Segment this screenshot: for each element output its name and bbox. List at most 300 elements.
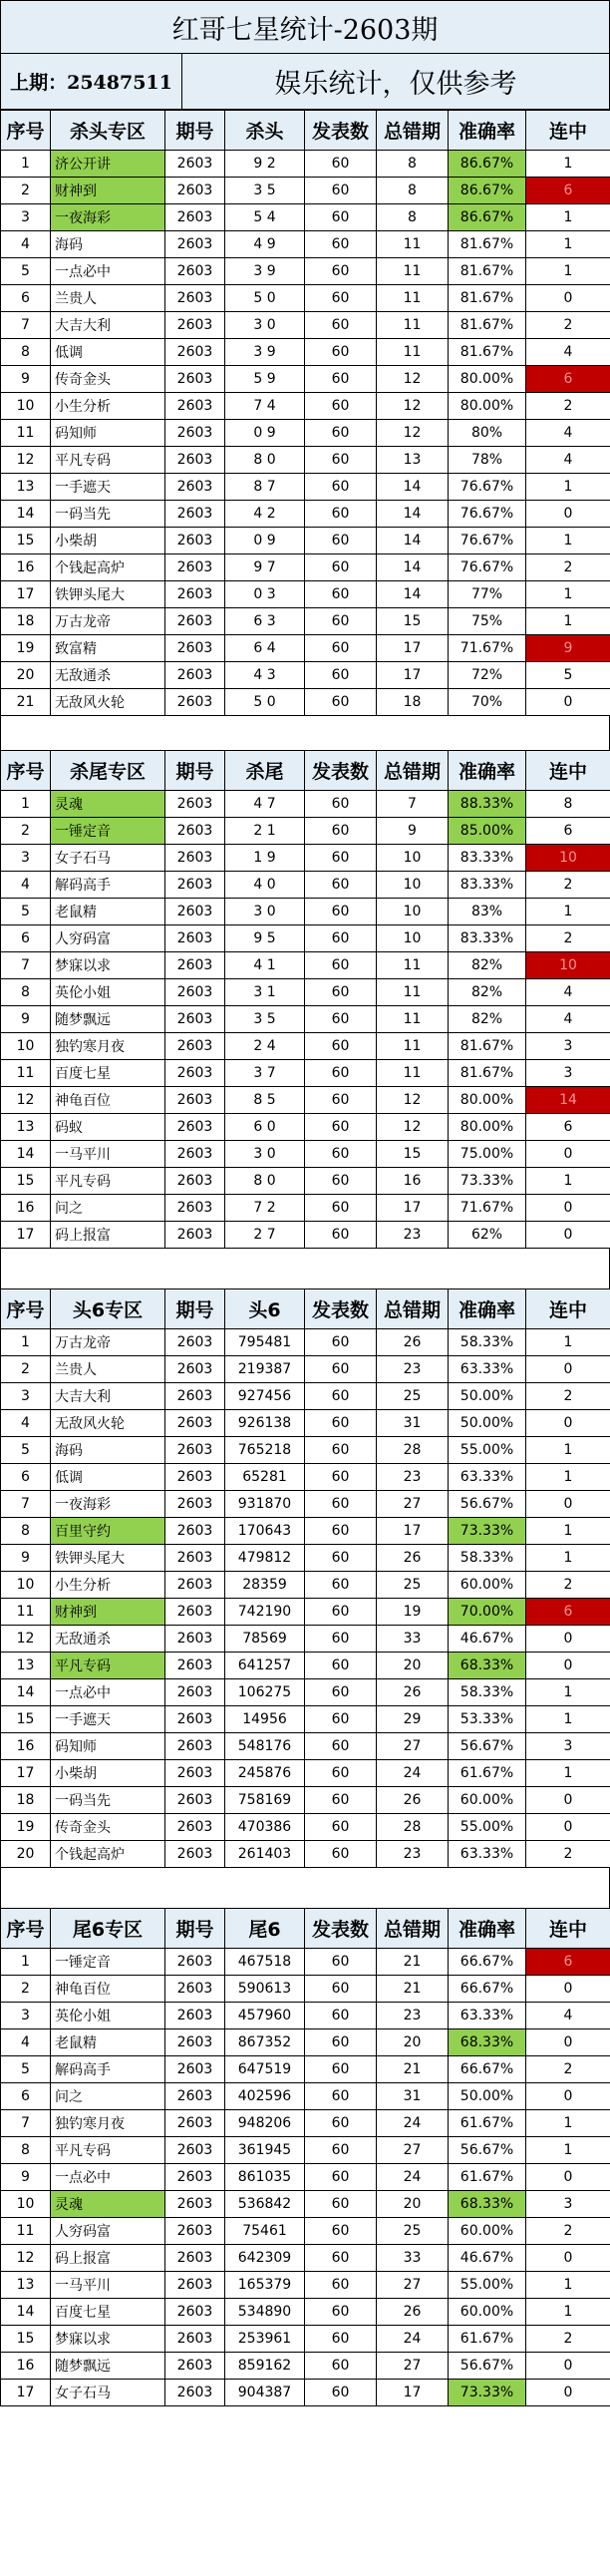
expert-name-cell: 一点必中 — [51, 2164, 165, 2191]
issue-number-cell: 2603 — [165, 818, 225, 845]
expert-name-cell: 码蚁 — [51, 1114, 165, 1141]
column-header: 尾6专区 — [51, 1909, 165, 1949]
streak-cell: 2 — [526, 1383, 610, 1410]
streak-cell: 4 — [526, 979, 610, 1006]
miss-count-cell: 11 — [377, 285, 449, 312]
expert-name-cell: 一点必中 — [51, 1679, 165, 1706]
accuracy-cell: 70.00% — [449, 1599, 526, 1626]
issue-number-cell: 2603 — [165, 1518, 225, 1545]
miss-count-cell: 7 — [377, 791, 449, 818]
post-count-cell: 60 — [305, 1033, 377, 1060]
expert-name-cell: 万古龙帝 — [51, 1329, 165, 1356]
stats-table — [0, 110, 610, 716]
miss-count-cell: 8 — [377, 204, 449, 231]
row-index-cell: 9 — [1, 1006, 51, 1033]
prediction-cell: 479812 — [225, 1545, 305, 1572]
table-row — [1, 1545, 610, 1572]
prediction-cell: 245876 — [225, 1760, 305, 1787]
streak-cell: 0 — [526, 1653, 610, 1679]
streak-cell: 6 — [526, 1949, 610, 1976]
row-index-cell: 14 — [1, 501, 51, 528]
accuracy-cell: 80.00% — [449, 1114, 526, 1141]
prediction-cell: 14956 — [225, 1706, 305, 1733]
page-title: 红哥七星统计-2603期 — [0, 0, 610, 54]
stats-section — [0, 1288, 610, 1868]
issue-number-cell: 2603 — [165, 1706, 225, 1733]
streak-cell: 3 — [526, 1733, 610, 1760]
prediction-cell: 106275 — [225, 1679, 305, 1706]
expert-name-cell: 英伦小姐 — [51, 979, 165, 1006]
row-index-cell: 10 — [1, 1033, 51, 1060]
row-index-cell: 13 — [1, 2272, 51, 2299]
prediction-cell: 8 0 — [225, 447, 305, 474]
prediction-cell: 0 9 — [225, 528, 305, 554]
prediction-cell: 4 3 — [225, 662, 305, 689]
expert-name-cell: 财神到 — [51, 178, 165, 204]
expert-name-cell: 神龟百位 — [51, 1976, 165, 2003]
prediction-cell: 1 9 — [225, 845, 305, 872]
miss-count-cell: 12 — [377, 420, 449, 447]
row-index-cell: 15 — [1, 2326, 51, 2353]
expert-name-cell: 人穷码富 — [51, 925, 165, 952]
table-header-row — [1, 1289, 610, 1329]
miss-count-cell: 9 — [377, 818, 449, 845]
row-index-cell: 7 — [1, 1491, 51, 1518]
streak-cell: 4 — [526, 1006, 610, 1033]
expert-name-cell: 百里守约 — [51, 1518, 165, 1545]
miss-count-cell: 14 — [377, 528, 449, 554]
post-count-cell: 60 — [305, 2056, 377, 2083]
prediction-cell: 2 7 — [225, 1222, 305, 1249]
row-index-cell: 16 — [1, 1195, 51, 1222]
streak-cell: 0 — [526, 285, 610, 312]
miss-count-cell: 12 — [377, 393, 449, 420]
expert-name-cell: 平凡专码 — [51, 447, 165, 474]
column-header: 连中 — [526, 751, 610, 791]
accuracy-cell: 60.00% — [449, 2218, 526, 2245]
streak-cell: 1 — [526, 258, 610, 285]
table-row — [1, 554, 610, 581]
streak-cell: 1 — [526, 204, 610, 231]
table-row — [1, 312, 610, 339]
miss-count-cell: 33 — [377, 1626, 449, 1653]
expert-name-cell: 小生分析 — [51, 1572, 165, 1599]
table-row — [1, 1464, 610, 1491]
post-count-cell: 60 — [305, 554, 377, 581]
accuracy-cell: 60.00% — [449, 2299, 526, 2326]
accuracy-cell: 85.00% — [449, 818, 526, 845]
issue-number-cell: 2603 — [165, 2056, 225, 2083]
prediction-cell: 4 1 — [225, 952, 305, 979]
prediction-cell: 4 0 — [225, 872, 305, 899]
expert-name-cell: 个钱起高炉 — [51, 554, 165, 581]
stats-table — [0, 1908, 610, 2406]
expert-name-cell: 一锤定音 — [51, 1949, 165, 1976]
post-count-cell: 60 — [305, 2029, 377, 2056]
miss-count-cell: 23 — [377, 1841, 449, 1868]
prediction-cell: 457960 — [225, 2003, 305, 2029]
prediction-cell: 6 4 — [225, 635, 305, 662]
streak-cell: 0 — [526, 1626, 610, 1653]
prediction-cell: 867352 — [225, 2029, 305, 2056]
row-index-cell: 5 — [1, 258, 51, 285]
expert-name-cell: 低调 — [51, 339, 165, 366]
issue-number-cell: 2603 — [165, 1976, 225, 2003]
table-row — [1, 952, 610, 979]
issue-number-cell: 2603 — [165, 1356, 225, 1383]
prediction-cell: 927456 — [225, 1383, 305, 1410]
prediction-cell: 931870 — [225, 1491, 305, 1518]
miss-count-cell: 33 — [377, 2245, 449, 2272]
miss-count-cell: 26 — [377, 2299, 449, 2326]
accuracy-cell: 63.33% — [449, 1356, 526, 1383]
column-header: 发表数 — [305, 111, 377, 151]
accuracy-cell: 88.33% — [449, 791, 526, 818]
expert-name-cell: 一码当先 — [51, 501, 165, 528]
table-header-row — [1, 751, 610, 791]
miss-count-cell: 11 — [377, 979, 449, 1006]
post-count-cell: 60 — [305, 2380, 377, 2406]
miss-count-cell: 28 — [377, 1437, 449, 1464]
issue-number-cell: 2603 — [165, 899, 225, 925]
row-index-cell: 1 — [1, 1329, 51, 1356]
row-index-cell: 16 — [1, 1733, 51, 1760]
table-row — [1, 1518, 610, 1545]
post-count-cell: 60 — [305, 1545, 377, 1572]
miss-count-cell: 23 — [377, 1222, 449, 1249]
issue-number-cell: 2603 — [165, 1329, 225, 1356]
table-row — [1, 1437, 610, 1464]
column-header: 准确率 — [449, 111, 526, 151]
expert-name-cell: 无敌风火轮 — [51, 689, 165, 716]
accuracy-cell: 75% — [449, 608, 526, 635]
prediction-cell: 9 7 — [225, 554, 305, 581]
table-row — [1, 2272, 610, 2299]
row-index-cell: 1 — [1, 151, 51, 178]
expert-name-cell: 一夜海彩 — [51, 204, 165, 231]
post-count-cell: 60 — [305, 1760, 377, 1787]
issue-number-cell: 2603 — [165, 474, 225, 501]
table-row — [1, 1706, 610, 1733]
issue-number-cell: 2603 — [165, 1437, 225, 1464]
row-index-cell: 10 — [1, 393, 51, 420]
streak-cell: 0 — [526, 2353, 610, 2380]
expert-name-cell: 海码 — [51, 1437, 165, 1464]
accuracy-cell: 73.33% — [449, 2380, 526, 2406]
table-row — [1, 474, 610, 501]
post-count-cell: 60 — [305, 1087, 377, 1114]
row-index-cell: 12 — [1, 2245, 51, 2272]
post-count-cell: 60 — [305, 1383, 377, 1410]
table-row — [1, 366, 610, 393]
accuracy-cell: 82% — [449, 1006, 526, 1033]
issue-number-cell: 2603 — [165, 1383, 225, 1410]
table-row — [1, 979, 610, 1006]
sections-container — [0, 110, 610, 2406]
miss-count-cell: 26 — [377, 1679, 449, 1706]
issue-number-cell: 2603 — [165, 1168, 225, 1195]
issue-number-cell: 2603 — [165, 2326, 225, 2353]
prediction-cell: 467518 — [225, 1949, 305, 1976]
streak-cell: 2 — [526, 393, 610, 420]
miss-count-cell: 23 — [377, 1464, 449, 1491]
post-count-cell: 60 — [305, 447, 377, 474]
accuracy-cell: 68.33% — [449, 2191, 526, 2218]
issue-number-cell: 2603 — [165, 1491, 225, 1518]
post-count-cell: 60 — [305, 845, 377, 872]
expert-name-cell: 老鼠精 — [51, 899, 165, 925]
table-row — [1, 1060, 610, 1087]
accuracy-cell: 61.67% — [449, 2110, 526, 2137]
post-count-cell: 60 — [305, 872, 377, 899]
post-count-cell: 60 — [305, 1626, 377, 1653]
stats-section — [0, 110, 610, 716]
row-index-cell: 18 — [1, 608, 51, 635]
issue-number-cell: 2603 — [165, 2083, 225, 2110]
issue-number-cell: 2603 — [165, 635, 225, 662]
streak-cell: 0 — [526, 689, 610, 716]
table-row — [1, 899, 610, 925]
expert-name-cell: 百度七星 — [51, 1060, 165, 1087]
post-count-cell: 60 — [305, 393, 377, 420]
accuracy-cell: 50.00% — [449, 1410, 526, 1437]
issue-number-cell: 2603 — [165, 447, 225, 474]
table-row — [1, 581, 610, 608]
row-index-cell: 3 — [1, 204, 51, 231]
row-index-cell: 16 — [1, 554, 51, 581]
accuracy-cell: 86.67% — [449, 204, 526, 231]
streak-cell: 1 — [526, 1706, 610, 1733]
table-row — [1, 151, 610, 178]
column-header: 期号 — [165, 1909, 225, 1949]
accuracy-cell: 83.33% — [449, 872, 526, 899]
column-header: 序号 — [1, 751, 51, 791]
issue-number-cell: 2603 — [165, 925, 225, 952]
post-count-cell: 60 — [305, 2245, 377, 2272]
post-count-cell: 60 — [305, 925, 377, 952]
prediction-cell: 28359 — [225, 1572, 305, 1599]
expert-name-cell: 码上报富 — [51, 2245, 165, 2272]
post-count-cell: 60 — [305, 1464, 377, 1491]
column-header: 总错期 — [377, 1289, 449, 1329]
post-count-cell: 60 — [305, 2218, 377, 2245]
post-count-cell: 60 — [305, 1814, 377, 1841]
miss-count-cell: 19 — [377, 1599, 449, 1626]
accuracy-cell: 63.33% — [449, 1841, 526, 1868]
post-count-cell: 60 — [305, 2272, 377, 2299]
accuracy-cell: 46.67% — [449, 2245, 526, 2272]
expert-name-cell: 万古龙帝 — [51, 608, 165, 635]
streak-cell: 1 — [526, 2137, 610, 2164]
row-index-cell: 11 — [1, 420, 51, 447]
table-row — [1, 818, 610, 845]
expert-name-cell: 一手遮天 — [51, 474, 165, 501]
post-count-cell: 60 — [305, 231, 377, 258]
streak-cell: 9 — [526, 635, 610, 662]
issue-number-cell: 2603 — [165, 312, 225, 339]
table-row — [1, 2380, 610, 2406]
prediction-cell: 0 9 — [225, 420, 305, 447]
issue-number-cell: 2603 — [165, 1760, 225, 1787]
table-row — [1, 420, 610, 447]
prediction-cell: 4 7 — [225, 791, 305, 818]
issue-number-cell: 2603 — [165, 1733, 225, 1760]
miss-count-cell: 27 — [377, 1491, 449, 1518]
post-count-cell: 60 — [305, 899, 377, 925]
issue-number-cell: 2603 — [165, 1814, 225, 1841]
streak-cell: 1 — [526, 1760, 610, 1787]
row-index-cell: 17 — [1, 2380, 51, 2406]
row-index-cell: 4 — [1, 872, 51, 899]
table-row — [1, 178, 610, 204]
prediction-cell: 742190 — [225, 1599, 305, 1626]
expert-name-cell: 人穷码富 — [51, 2218, 165, 2245]
expert-name-cell: 兰贵人 — [51, 285, 165, 312]
accuracy-cell: 56.67% — [449, 2137, 526, 2164]
column-header: 总错期 — [377, 1909, 449, 1949]
accuracy-cell: 61.67% — [449, 2164, 526, 2191]
post-count-cell: 60 — [305, 285, 377, 312]
streak-cell: 6 — [526, 366, 610, 393]
issue-number-cell: 2603 — [165, 2191, 225, 2218]
expert-name-cell: 兰贵人 — [51, 1356, 165, 1383]
table-row — [1, 1006, 610, 1033]
row-index-cell: 6 — [1, 2083, 51, 2110]
accuracy-cell: 71.67% — [449, 1195, 526, 1222]
accuracy-cell: 86.67% — [449, 178, 526, 204]
table-row — [1, 339, 610, 366]
accuracy-cell: 56.67% — [449, 1491, 526, 1518]
miss-count-cell: 27 — [377, 2137, 449, 2164]
prediction-cell: 3 5 — [225, 178, 305, 204]
post-count-cell: 60 — [305, 1733, 377, 1760]
accuracy-cell: 80% — [449, 420, 526, 447]
streak-cell: 1 — [526, 1679, 610, 1706]
miss-count-cell: 10 — [377, 845, 449, 872]
prediction-cell: 253961 — [225, 2326, 305, 2353]
accuracy-cell: 81.67% — [449, 285, 526, 312]
miss-count-cell: 11 — [377, 1060, 449, 1087]
prediction-cell: 2 1 — [225, 818, 305, 845]
streak-cell: 1 — [526, 231, 610, 258]
table-row — [1, 2164, 610, 2191]
issue-number-cell: 2603 — [165, 393, 225, 420]
row-index-cell: 17 — [1, 1760, 51, 1787]
expert-name-cell: 梦寐以求 — [51, 952, 165, 979]
row-index-cell: 2 — [1, 1976, 51, 2003]
row-index-cell: 5 — [1, 2056, 51, 2083]
post-count-cell: 60 — [305, 1195, 377, 1222]
table-row — [1, 501, 610, 528]
prediction-cell: 758169 — [225, 1787, 305, 1814]
row-index-cell: 17 — [1, 581, 51, 608]
issue-number-cell: 2603 — [165, 1033, 225, 1060]
miss-count-cell: 10 — [377, 925, 449, 952]
table-row — [1, 1679, 610, 1706]
table-row — [1, 1168, 610, 1195]
table-header-row — [1, 111, 610, 151]
post-count-cell: 60 — [305, 979, 377, 1006]
expert-name-cell: 女子石马 — [51, 2380, 165, 2406]
issue-number-cell: 2603 — [165, 1410, 225, 1437]
streak-cell: 0 — [526, 1410, 610, 1437]
streak-cell: 2 — [526, 925, 610, 952]
prediction-cell: 4 2 — [225, 501, 305, 528]
table-row — [1, 662, 610, 689]
table-row — [1, 925, 610, 952]
issue-number-cell: 2603 — [165, 1006, 225, 1033]
table-row — [1, 1222, 610, 1249]
expert-name-cell: 梦寐以求 — [51, 2326, 165, 2353]
prediction-cell: 3 0 — [225, 1141, 305, 1168]
table-row — [1, 1410, 610, 1437]
table-row — [1, 791, 610, 818]
streak-cell: 8 — [526, 791, 610, 818]
column-header: 序号 — [1, 1909, 51, 1949]
row-index-cell: 4 — [1, 231, 51, 258]
streak-cell: 1 — [526, 581, 610, 608]
issue-number-cell: 2603 — [165, 2137, 225, 2164]
miss-count-cell: 25 — [377, 1572, 449, 1599]
issue-number-cell: 2603 — [165, 2164, 225, 2191]
streak-cell: 1 — [526, 2299, 610, 2326]
row-index-cell: 7 — [1, 312, 51, 339]
accuracy-cell: 53.33% — [449, 1706, 526, 1733]
table-row — [1, 1033, 610, 1060]
table-row — [1, 1329, 610, 1356]
accuracy-cell: 70% — [449, 689, 526, 716]
streak-cell: 0 — [526, 1195, 610, 1222]
miss-count-cell: 11 — [377, 231, 449, 258]
streak-cell: 4 — [526, 447, 610, 474]
stats-section — [0, 1908, 610, 2406]
prediction-cell: 261403 — [225, 1841, 305, 1868]
expert-name-cell: 小生分析 — [51, 393, 165, 420]
streak-cell: 2 — [526, 872, 610, 899]
accuracy-cell: 55.00% — [449, 2272, 526, 2299]
miss-count-cell: 10 — [377, 872, 449, 899]
streak-cell: 10 — [526, 952, 610, 979]
post-count-cell: 60 — [305, 1841, 377, 1868]
streak-cell: 1 — [526, 1545, 610, 1572]
miss-count-cell: 21 — [377, 2056, 449, 2083]
miss-count-cell: 11 — [377, 1006, 449, 1033]
issue-number-cell: 2603 — [165, 2299, 225, 2326]
issue-number-cell: 2603 — [165, 1195, 225, 1222]
prediction-cell: 8 5 — [225, 1087, 305, 1114]
column-header: 连中 — [526, 111, 610, 151]
expert-name-cell: 码知师 — [51, 420, 165, 447]
miss-count-cell: 11 — [377, 339, 449, 366]
streak-cell: 1 — [526, 151, 610, 178]
table-row — [1, 231, 610, 258]
column-header: 杀头专区 — [51, 111, 165, 151]
miss-count-cell: 17 — [377, 1195, 449, 1222]
post-count-cell: 60 — [305, 2110, 377, 2137]
accuracy-cell: 66.67% — [449, 1949, 526, 1976]
issue-number-cell: 2603 — [165, 204, 225, 231]
row-index-cell: 6 — [1, 925, 51, 952]
table-row — [1, 1356, 610, 1383]
section-gap — [0, 1249, 610, 1288]
table-row — [1, 1653, 610, 1679]
miss-count-cell: 24 — [377, 2326, 449, 2353]
issue-number-cell: 2603 — [165, 689, 225, 716]
issue-number-cell: 2603 — [165, 2218, 225, 2245]
row-index-cell: 14 — [1, 1141, 51, 1168]
prediction-cell: 165379 — [225, 2272, 305, 2299]
column-header: 发表数 — [305, 751, 377, 791]
